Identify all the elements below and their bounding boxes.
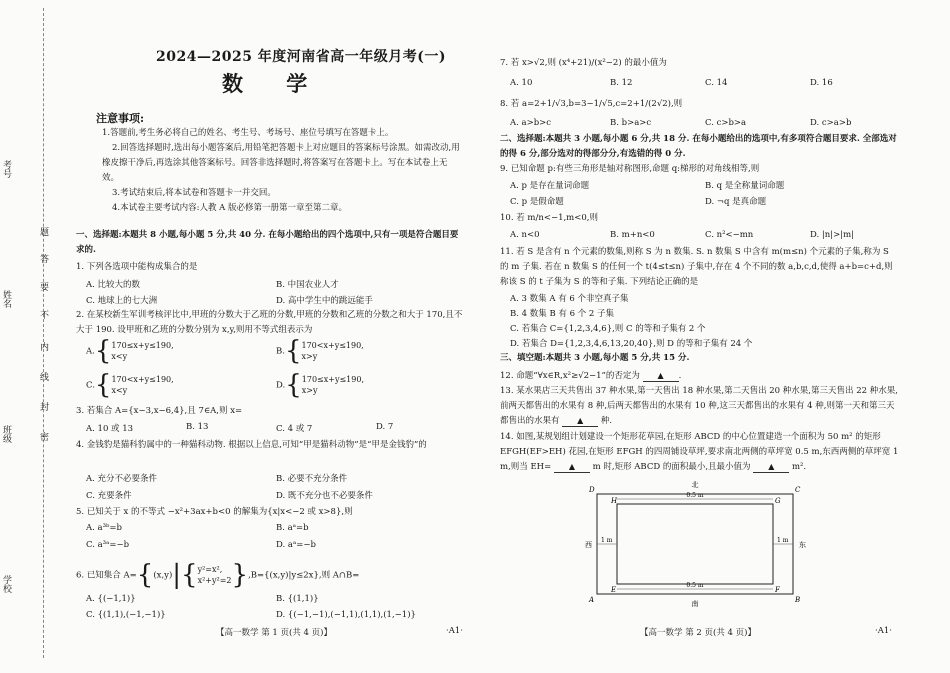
brace: |{ (172, 560, 198, 590)
section-2-heading: 二、选择题:本题共 3 小题,每小题 6 分,共 18 分. 在每小题给出的选项中,有多项符合题目要求. 全部选对的得 6 分,部分选对的得部分分,有选错的得 0 分. (500, 134, 897, 159)
exam-number-label: 考号 (1, 160, 11, 178)
subject-title: 数 学 (222, 71, 326, 96)
sys-line: y²=x², (197, 565, 223, 574)
q7-option-a: A. 10 (510, 78, 533, 88)
q3-option-c: C. 4 或 7 (276, 424, 313, 434)
question-10: 10. 若 m/n<−1,m<0,则 (500, 213, 598, 223)
brace: { (284, 336, 302, 366)
sys-line: x²+y²=2 (197, 576, 232, 585)
q5-option-c: C. a³ᵃ=−b (86, 540, 130, 550)
option-label: D. (276, 380, 286, 391)
page-1 (76, 0, 466, 673)
brace: } (231, 560, 249, 590)
q4-option-a: A. 充分不必要条件 (86, 474, 158, 484)
north-label: 北 (691, 481, 699, 489)
question-4: 4. 金钱豹是猫科豹属中的一种猫科动物. 根据以上信息,可知“甲是猫科动物”是“甲是金钱豹”的 (76, 440, 427, 450)
question-2: 2. 在某校新生军训考核评比中,甲班的分数大于乙班的分数,甲班的分数和乙班的分数之和大于 170,且不大于 190. 设甲班和乙班的分数分别为 x,y,则用不等式组表示为 (76, 310, 463, 335)
sys-line: x<y (111, 386, 128, 395)
question-13 (500, 384, 900, 429)
answer-blank (753, 462, 789, 473)
q10-option-d: D. |n|>|m| (810, 230, 855, 240)
inequality-system (302, 340, 364, 362)
q7-option-b: B. 12 (610, 78, 633, 88)
q9-option-b: B. q 是全称量词命题 (705, 181, 785, 191)
question-5: 5. 已知关于 x 的不等式 −x²+3ax+b<0 的解集为{x|x<−2 或 x>8},则 (76, 507, 353, 517)
q3-option-a: A. 10 或 13 (86, 424, 134, 434)
sys-line: x<y (111, 352, 128, 361)
q4-option-c: C. 充要条件 (86, 491, 132, 501)
triangle-icon: ▲ (657, 371, 664, 380)
q5-option-d: D. aᵃ=−b (276, 540, 316, 550)
class-label: 班级 (1, 425, 11, 443)
q8-option-d: D. c>a>b (810, 118, 852, 128)
sys-line: 170<x+y≤190, (111, 375, 174, 384)
section-3-heading: 三、填空题:本题共 3 小题,每小题 5 分,共 15 分. (500, 353, 690, 363)
sys-line: x>y (301, 352, 318, 361)
q1-option-b: B. 中国农业人才 (276, 280, 339, 290)
page-2 (500, 0, 900, 673)
seal-char: 内 (40, 343, 50, 353)
top-width-label: 0.5 m (686, 492, 704, 499)
sys-line: 170<x+y≤190, (301, 341, 364, 350)
q6-option-a: A. {(−1,1)} (86, 594, 136, 604)
seal-char: 封 (40, 403, 50, 413)
q4-option-d: D. 既不充分也不必要条件 (276, 491, 373, 501)
question-7: 7. 若 x>√2,则 (x⁴+21)/(x²−2) 的最小值为 (500, 58, 667, 68)
question-1: 1. 下列各选项中能构成集合的是 (76, 262, 198, 272)
answer-blank (643, 371, 679, 382)
garden-figure (585, 480, 815, 610)
q1-option-a: A. 比较大的数 (86, 280, 141, 290)
brace: { (94, 370, 112, 400)
sys-line: 170≤x+y≤190, (301, 375, 364, 384)
q1-option-c: C. 地球上的七大洲 (86, 296, 158, 306)
section-1-heading: 一、选择题:本题共 8 小题,每小题 5 分,共 40 分. 在每小题给出的四个选项中,只有一项是符合题目要求的. (76, 230, 459, 255)
vertex-b: B (795, 596, 801, 604)
q3-option-b: B. 13 (186, 422, 209, 432)
sys-line: 170≤x+y≤190, (111, 341, 174, 350)
q5-option-a: A. a³ᵇ=b (86, 523, 122, 533)
notice-item: 3.考试结束后,将本试卷和答题卡一并交回。 (112, 188, 276, 198)
left-width-label: 1 m (601, 537, 613, 544)
option-label: A. (86, 346, 95, 357)
inequality-system (111, 340, 173, 362)
page-footer-code: ·A1· (875, 626, 892, 636)
q4-option-b: B. 必要不充分条件 (276, 474, 348, 484)
q14-text: 14. 如图,某规划组计划建设一个矩形花草园,在矩形 ABCD 的中心位置建造一个面积为 50 m² 的矩形 EFGH(EF>EH) 花园,在矩形 EFGH 的四周铺设草坪,要求南北两侧的草坪宽 0.5 m,东西两侧的草坪宽 1 m,则当 EH= (500, 432, 899, 472)
q6-suffix: ,B={(x,y)|y≤2x},则 A∩B= (248, 570, 360, 581)
vertex-g: G (775, 497, 781, 505)
notice-item: 2.回答选择题时,选出每小题答案后,用铅笔把答题卡上对应题目的答案标号涂黑。如需改动,用橡皮擦干净后,再选涂其他答案标号。回答非选择题时,将答案写在答题卡上。写在本试卷上无效。 (102, 143, 460, 183)
brace: { (136, 560, 154, 590)
q2-option-b (276, 338, 364, 364)
notice-heading: 注意事项: (96, 112, 145, 125)
q8-option-b: B. b>a>c (610, 118, 652, 128)
q14-tail: m². (791, 462, 807, 472)
q9-option-d: D. ¬q 是真命题 (705, 197, 767, 207)
west-label: 西 (585, 541, 592, 549)
question-9: 9. 已知命题 p:有些三角形是轴对称图形,命题 q:梯形的对角线相等,则 (500, 164, 760, 174)
binding-strip (0, 0, 50, 673)
q7-option-c: C. 14 (705, 78, 728, 88)
vertex-f: F (775, 586, 780, 594)
name-label: 姓名 (1, 290, 11, 308)
q14-mid: m 时,矩形 ABCD 的面积最小,且最小值为 (592, 462, 751, 472)
bottom-width-label: 0.5 m (686, 582, 704, 589)
seal-char: 题 (40, 228, 50, 238)
q6-option-d: D. {(−1,−1),(−1,1),(1,1),(1,−1)} (276, 610, 416, 620)
inequality-system (111, 374, 173, 396)
q13-tail: 种. (600, 416, 613, 426)
question-3: 3. 若集合 A={x−3,x−6,4},且 7∈A,则 x= (76, 406, 243, 416)
notice-item: 4.本试卷主要考试内容:人教 A 版必修第一册第一章至第二章。 (112, 203, 348, 213)
q11-option-c: C. 若集合 C={1,2,3,4,6},则 C 的等和子集有 2 个 (510, 324, 706, 334)
option-label: B. (276, 346, 285, 357)
q6-option-b: B. {(1,1)} (276, 594, 319, 604)
brace: { (285, 370, 302, 400)
q9-option-c: C. p 是假命题 (510, 197, 564, 207)
q3-option-d: D. 7 (376, 422, 394, 432)
right-width-label: 1 m (777, 537, 789, 544)
seal-char: 答 (40, 255, 50, 265)
q1-option-d: D. 高中学生中的跳远能手 (276, 296, 373, 306)
vertex-d: D (589, 486, 595, 494)
question-12: 12. 命题“∀x∈R,x²≥√2−1”的否定为 ▲ . (500, 371, 682, 381)
vertex-a: A (589, 596, 595, 604)
question-11: 11. 若 S 是含有 n 个元素的数集,则称 S 为 n 数集. S. n 数集 S 中含有 m(m≤n) 个元素的子集,称为 S 的 m 子集. 若在 n 数集 S 的任何一个 t(4≤t≤n) 子集中,存在 4 个不同的数 a,b,c,d,使得 a+b=c+d,则称该 S 的 t 子集为 S 的等和子集. 下列结论正确的是 (500, 247, 893, 287)
question-14 (500, 430, 900, 475)
option-label: C. (86, 380, 95, 391)
school-label: 学校 (1, 575, 11, 593)
east-label: 东 (799, 541, 806, 549)
q11-option-b: B. 4 数集 B 有 6 个 2 子集 (510, 309, 615, 319)
q6-option-c: C. {(1,1),(−1,−1)} (86, 610, 166, 620)
question-8: 8. 若 a=2+1/√3,b=3−1/√5,c=2+1/(2√2),则 (500, 99, 683, 109)
q2-option-d (276, 372, 364, 398)
q9-option-a: A. p 是存在量词命题 (510, 181, 590, 191)
seal-char: 不 (40, 311, 50, 321)
seal-line (43, 8, 44, 658)
answer-blank (562, 416, 598, 427)
q8-option-a: A. a>b>c (510, 118, 552, 128)
page-footer: 【高一数学 第 2 页(共 4 页)】 (640, 628, 756, 638)
page-footer: 【高一数学 第 1 页(共 4 页)】 (216, 628, 332, 638)
exam-title: 2024—2025 年度河南省高一年级月考(一) (156, 49, 447, 65)
q10-option-b: B. m+n<0 (610, 230, 655, 240)
q10-option-c: C. n²<−mn (705, 230, 754, 240)
seal-char: 要 (40, 283, 50, 293)
question-6 (76, 562, 359, 588)
q6-prefix: 6. 已知集合 A= (76, 570, 137, 581)
south-label: 南 (691, 600, 699, 608)
vertex-c: C (795, 486, 801, 494)
answer-blank (554, 462, 590, 473)
q10-option-a: A. n<0 (510, 230, 540, 240)
q12-text: 12. 命题“∀x∈R,x²≥√2−1”的否定为 (500, 371, 640, 381)
q6-set-element: (x,y) (153, 570, 173, 581)
triangle-icon: ▲ (568, 462, 575, 471)
triangle-icon: ▲ (768, 462, 775, 471)
q11-option-d: D. 若集合 D={1,2,3,4,6,13,20,40},则 D 的等和子集有 24 个 (510, 339, 753, 349)
rect-efgh (617, 504, 773, 584)
q13-text: 13. 某水果店三天共售出 37 种水果,第一天售出 18 种水果,第二天售出 20 种水果,第三天售出 22 种水果,前两天都售出的水果有 8 种,后两天都售出的水果有 10 种,这三天都售出的水果有 4 种,则第一天和第三天都售出的水果有 (500, 386, 898, 426)
q5-option-b: B. aᵃ=b (276, 523, 309, 533)
q2-option-c (86, 372, 174, 398)
rect-abcd (597, 494, 793, 594)
brace: { (94, 336, 112, 366)
q11-option-a: A. 3 数集 A 有 6 个非空真子集 (510, 294, 629, 304)
notice-item: 1.答题前,考生务必将自己的姓名、考生号、考场号、座位号填写在答题卡上。 (102, 128, 394, 138)
q8-option-c: C. c>b>a (705, 118, 747, 128)
seal-char: 线 (40, 373, 50, 383)
q7-option-d: D. 16 (810, 78, 833, 88)
q2-option-a (86, 338, 174, 364)
seal-char: 密 (40, 433, 50, 443)
q6-system (198, 564, 232, 586)
vertex-e: E (611, 586, 617, 594)
inequality-system (302, 374, 364, 396)
page-footer-code: ·A1· (446, 626, 463, 636)
vertex-h: H (611, 497, 618, 505)
sys-line: x>y (301, 386, 318, 395)
triangle-icon: ▲ (577, 416, 584, 425)
